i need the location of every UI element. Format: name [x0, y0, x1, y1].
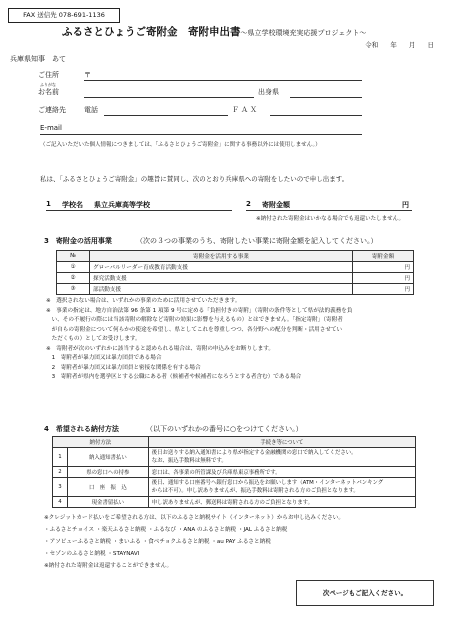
fax-destination-box: FAX 送信先 078-691-1136	[8, 8, 120, 23]
col-procedure: 手続き等について	[148, 437, 415, 448]
desc-line: 窓口は、各事業の所管課及び兵庫県東京事務所です。	[151, 470, 281, 476]
note-line: ただくもの）としてお受けします。	[46, 336, 141, 342]
school-name: 県立兵庫高等学校	[94, 201, 150, 209]
table-row	[57, 262, 414, 273]
email-field[interactable]	[40, 134, 362, 135]
note-line: ※クレジットカード払いをご希望される方は、以下のふるさと納税サイト（インターネット）からお申し込みください。	[44, 515, 344, 521]
note-line: ※納付された寄附金は返還することができません。	[44, 563, 173, 569]
note-line: 1 寄附者が暴力団又は暴力団員である場合	[46, 355, 162, 361]
table-row[interactable]	[53, 467, 416, 478]
note-line: ・セゾンのふるさと納税 ・STAYNAVI	[44, 551, 140, 557]
date-month: 月	[408, 41, 416, 49]
method-desc	[148, 478, 415, 497]
amount-note: ※納付された寄附金はいかなる場合でも返還いたしません。	[256, 216, 404, 222]
method-desc	[148, 497, 415, 508]
section2-number: 2	[246, 200, 251, 208]
method-name: 納入通知書払い	[68, 448, 149, 467]
section3-heading-note: （次の３つの事業のうち、寄附したい事業に寄附金額を記入してください。）	[136, 237, 378, 245]
amount-label: 寄附金額	[262, 201, 290, 209]
date-year: 年	[390, 41, 397, 49]
method-no[interactable]: 2	[53, 467, 68, 478]
postal-mark: 〒	[84, 71, 91, 79]
date-line	[365, 40, 434, 49]
desc-line: 申し訳ありませんが、郵送料は寄附される方のご負担となります。	[151, 500, 313, 506]
section3-notes	[46, 297, 352, 383]
fax-label: ＦＡＸ	[232, 106, 259, 114]
section4-notes	[44, 512, 344, 572]
project-name: 探究活動支援	[90, 273, 353, 284]
section1-number: 1	[46, 200, 51, 208]
method-desc	[148, 467, 415, 478]
address-field[interactable]	[84, 80, 362, 81]
project-no: ①	[57, 262, 90, 273]
note-line: 3 寄附者が県内を選挙区とする公職にある者（候補者や候補者になろうとする者含む）である場合	[46, 374, 302, 380]
project-amount-cell[interactable]: 円	[353, 284, 414, 295]
section3-heading: 3 寄附金の活用事業	[44, 237, 112, 245]
col-no: №	[57, 251, 90, 262]
email-label: E-mail	[40, 124, 62, 132]
col-project: 寄附金を活用する事業	[90, 251, 353, 262]
table-row	[57, 284, 414, 295]
school-underline	[46, 210, 232, 211]
note-line: 2 寄附者が暴力団又は暴力団員と密接な関係を有する場合	[46, 364, 201, 371]
tel-field[interactable]	[104, 115, 228, 116]
project-no: ②	[57, 273, 90, 284]
hometown-field[interactable]	[290, 97, 362, 98]
project-table-header	[57, 251, 414, 262]
desc-line: 後日、通知する口座番号へ銀行窓口から振込をお願いします（ATM・インターネットバンキング	[151, 480, 384, 486]
hometown-label: 出身県	[258, 88, 279, 96]
date-day: 日	[427, 41, 434, 49]
method-name: 口 座 振 込	[68, 478, 149, 497]
method-no[interactable]: 1	[53, 448, 68, 467]
name-label: お名前	[38, 88, 59, 96]
date-era: 令和	[365, 41, 379, 49]
furigana-label: ふりがな	[40, 82, 56, 87]
payment-table-header	[53, 437, 416, 448]
method-no[interactable]: 4	[53, 497, 68, 508]
note-line: が自らの寄附金について何らかの使途を希望し、県としてこれを尊重しつつ、各分野への配分を判断・活用させてい	[46, 326, 343, 333]
section4-heading-note: （以下のいずれかの番号に○をつけてください。）	[146, 425, 303, 433]
note-line: ※ 寄附者が次のいずれかに該当すると認められる場合は、寄附の申込みをお断りします。	[46, 345, 274, 352]
table-row[interactable]	[53, 497, 416, 508]
note-line: ※ 選択されない場合は、いずれかの事業のために活用させていただきます。	[46, 298, 241, 304]
form-title	[62, 24, 366, 39]
method-desc	[148, 448, 415, 467]
col-method: 納付方法	[53, 437, 149, 448]
method-name: 県の窓口への持参	[68, 467, 149, 478]
title-subtitle: ～県立学校環境充実応援プロジェクト～	[240, 29, 367, 37]
privacy-note: （ご記入いただいた個人情報につきましては、「ふるさとひょうご寄附金」に関する事務以外には使用しません。）	[40, 142, 321, 148]
section4-heading: 4 希望される納付方法	[44, 425, 119, 433]
project-name: グローバルリーダー育成教育活動支援	[90, 262, 353, 273]
table-row	[57, 273, 414, 284]
project-no: ③	[57, 284, 90, 295]
project-amount-cell[interactable]: 円	[353, 273, 414, 284]
note-line: ・アソビューふるさと納税 ・まいふる ・食べチョクふるさと納税 ・au PAY ふるさと納税	[44, 539, 271, 545]
contact-label: ご連絡先	[38, 106, 66, 114]
next-page-notice: 次ページもご記入ください。	[296, 580, 434, 606]
intro-statement: 私は、「ふるさとひょうご寄附金」の趣旨に賛同し、次のとおり兵庫県への寄附をしたいので申し出ます。	[40, 175, 349, 183]
method-no[interactable]: 3	[53, 478, 68, 497]
table-row[interactable]	[53, 478, 416, 497]
desc-line: なお、振込手数料は無料です。	[151, 458, 227, 464]
address-label: ご住所	[38, 71, 59, 79]
note-line: ※ 事業の指定は、地方自治法第 96 条第 1 項第 9 号に定める「負担付きの寄附」（寄附の条件等として県が法的義務を負	[46, 307, 353, 314]
note-line: い、その不履行の際には当該寄附の解除など寄附の効果に影響を与えるもの）とはできません。「指定寄附」（寄附者	[46, 317, 343, 323]
project-name: 部活動支援	[90, 284, 353, 295]
amount-field[interactable]	[246, 210, 412, 211]
col-amount: 寄附金額	[353, 251, 414, 262]
desc-line: 後日お送りする納入通知書により県が指定する金融機関の窓口で納入してください。	[151, 450, 357, 456]
name-field[interactable]	[84, 97, 254, 98]
tel-label: 電話	[84, 106, 98, 114]
desc-line: からは不可）。申し訳ありませんが、振込手数料は寄附される方のご負担となります。	[151, 488, 359, 494]
title-main: ふるさとひょうご寄附金 寄附申出書	[62, 26, 241, 38]
project-amount-cell[interactable]: 円	[353, 262, 414, 273]
fax-field[interactable]	[270, 115, 362, 116]
addressee: 兵庫県知事 あて	[10, 55, 66, 63]
project-table	[56, 250, 414, 295]
note-line: ・ふるさとチョイス ・楽天ふるさと納税 ・ふるなび ・ANA のふるさと納税 ・JAL ふるさと納税	[44, 527, 288, 533]
method-name: 現金書留払い	[68, 497, 149, 508]
school-label: 学校名	[62, 201, 83, 209]
payment-table	[52, 436, 416, 508]
table-row[interactable]	[53, 448, 416, 467]
amount-yen: 円	[402, 201, 409, 209]
